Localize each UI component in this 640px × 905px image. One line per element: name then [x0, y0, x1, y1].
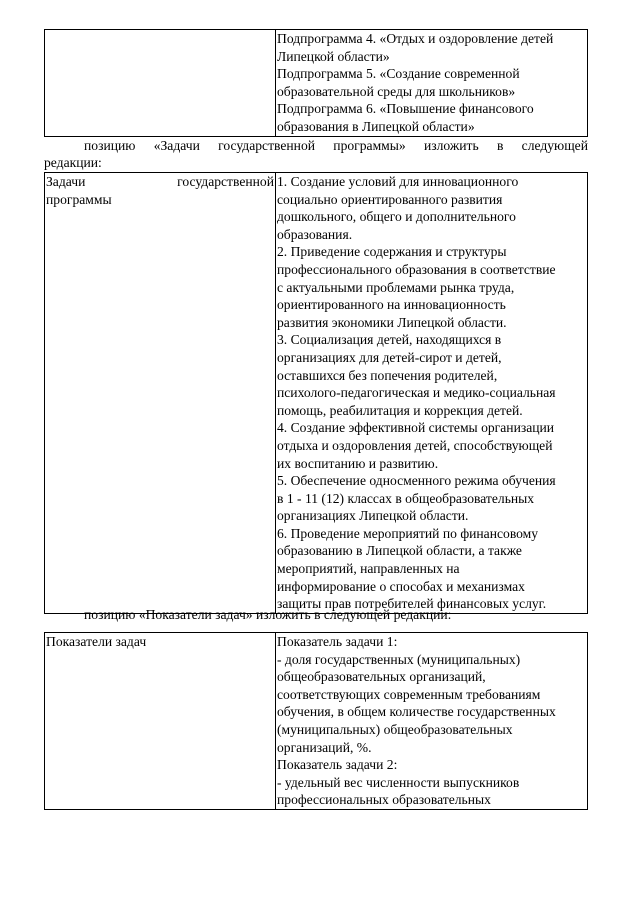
text-line: Подпрограмма 6. «Повышение финансового [277, 101, 534, 117]
text-line: программы [46, 191, 112, 207]
text-line: 6. Проведение мероприятий по финансовому [277, 525, 539, 541]
text-line: образованию в Липецкой области, а также [277, 543, 522, 559]
paragraph-indicators-intro [44, 606, 588, 623]
table-cell-right [276, 633, 588, 810]
text-line: дошкольного, общего и дополнительного [277, 209, 516, 225]
table-tasks [44, 172, 588, 614]
text-line: организациях Липецкой области. [277, 508, 469, 524]
text-word: Задачи [46, 174, 86, 189]
text-line: Липецкой области» [277, 48, 390, 64]
text-line: информирование о способах и механизмах [277, 578, 525, 594]
text-line: 5. Обеспечение односменного режима обучения [277, 473, 556, 489]
text-line: профессионального образования в соответствие [277, 261, 556, 277]
text-line: оставшихся без попечения родителей, [277, 367, 498, 383]
text-line: образования. [277, 226, 353, 242]
table-row [45, 633, 588, 810]
text-line: позицию «Задачи государственной программы» изложить в следующей [84, 138, 588, 153]
text-line: защиты прав потребителей финансовых услуг. [277, 596, 547, 612]
text-line: 1. Создание условий для инновационного [277, 174, 519, 189]
table-cell-right [276, 30, 588, 137]
text-line: позицию «Показатели задач» изложить в следующей редакции: [84, 607, 452, 622]
text-line: - доля государственных (муниципальных) [277, 651, 521, 667]
text-line: Подпрограмма 4. «Отдых и оздоровление детей [277, 31, 554, 46]
text-line: отдыха и оздоровления детей, способствующей [277, 437, 553, 453]
text-line: ориентированного на инновационность [277, 297, 506, 313]
text-line: образовательной среды для школьников» [277, 83, 516, 99]
table-cell-right [276, 173, 588, 614]
paragraph-tasks-intro [44, 137, 588, 171]
text-line: соответствующих современным требованиям [277, 686, 541, 702]
table-row [45, 173, 588, 614]
text-line: 3. Социализация детей, находящихся в [277, 332, 502, 348]
text-line: 2. Приведение содержания и структуры [277, 244, 507, 260]
text-line: в 1 - 11 (12) классах в общеобразовательных [277, 490, 535, 506]
text-line: Подпрограмма 5. «Создание современной [277, 66, 520, 82]
text-line: - удельный вес численности выпускников [277, 774, 520, 790]
text-line: профессиональных образовательных [277, 792, 491, 808]
table-row [45, 30, 588, 137]
text-line: социально ориентированного развития [277, 191, 503, 207]
table-cell-left: Показатели задач [45, 633, 276, 810]
text-line: редакции: [44, 155, 102, 170]
text-line: обучения, в общем количестве государственных [277, 704, 556, 720]
text-line: Показатель задачи 1: [277, 634, 398, 649]
text-line: организаций, %. [277, 739, 372, 755]
text-line: (муниципальных) общеобразовательных [277, 721, 513, 737]
table-cell-left [45, 173, 276, 614]
table-programs-continued [44, 29, 588, 137]
text-line: помощь, реабилитация и коррекция детей. [277, 402, 523, 418]
text-line: с актуальными проблемами рынка труда, [277, 279, 515, 295]
text-line: мероприятий, направленных на [277, 561, 460, 577]
text-line: организациях для детей-сирот и детей, [277, 349, 502, 365]
text-line: психолого-педагогическая и медико-социальная [277, 385, 556, 401]
text-line: развития экономики Липецкой области. [277, 314, 507, 330]
text-line: Показатель задачи 2: [277, 757, 398, 773]
table-indicators [44, 632, 588, 810]
text-line: их воспитанию и развитию. [277, 455, 439, 471]
table-cell-left [45, 30, 276, 137]
text-line: общеобразовательных организаций, [277, 669, 486, 685]
text-line: 4. Создание эффективной системы организации [277, 420, 555, 436]
text-word: государственной [177, 174, 274, 189]
text-line: образования в Липецкой области» [277, 118, 475, 134]
